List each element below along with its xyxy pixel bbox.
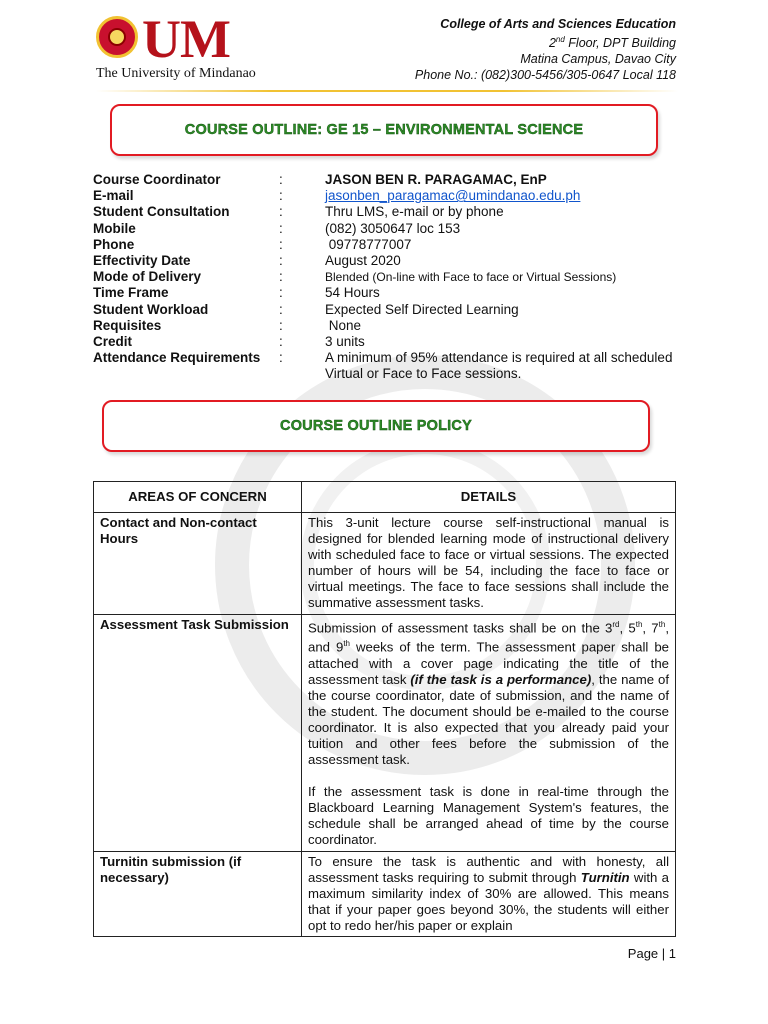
- info-row-consultation: Student Consultation : Thru LMS, e-mail or by phone: [93, 204, 504, 220]
- detail-paragraph: Submission of assessment tasks shall be on the 3rd, 5th, 7th, and 9th weeks of the term. The assessment paper shall be attached with a cover page indicating the title of the assessment task (if the task is a performance), the name of the course coordinator, date of submission, and the name of the student. The document should be e-mailed to the course coordinator. It is also expected that you already paid your tuition and other fees before the submission of the assessment task.: [308, 619, 669, 768]
- info-row-requisites: Requisites : None: [93, 317, 362, 333]
- column-header-areas: AREAS OF CONCERN: [94, 482, 302, 513]
- course-title: COURSE OUTLINE: GE 15 – ENVIRONMENTAL SCIENCE: [184, 122, 584, 138]
- column-header-details: DETAILS: [302, 482, 676, 513]
- table-header-row: [94, 482, 676, 513]
- info-row-mobile: Mobile : (082) 3050647 loc 153: [93, 220, 461, 236]
- emphasis-text: Turnitin: [580, 869, 630, 885]
- header-divider: [96, 90, 678, 92]
- info-row-timeframe: Time Frame : 54 Hours: [93, 285, 380, 301]
- course-title-box: [110, 104, 658, 156]
- university-logo: [96, 9, 306, 86]
- coordinator-name: JASON BEN R. PARAGAMAC, EnP: [325, 172, 547, 187]
- info-row-credit: Credit : 3 units: [93, 334, 365, 350]
- campus-line: Matina Campus, Davao City: [520, 52, 676, 67]
- emphasis-text: (if the task is a performance): [410, 671, 592, 687]
- table-row: [94, 614, 676, 851]
- info-row-delivery: Mode of Delivery : Blended (On-line with Face to face or Virtual Sessions): [93, 269, 617, 285]
- email-link[interactable]: jasonben_paragamac@umindanao.edu.ph: [325, 188, 581, 204]
- area-cell: Contact and Non-contact Hours: [94, 513, 302, 615]
- area-cell: Turnitin submission (if necessary): [94, 851, 302, 936]
- info-row-workload: Student Workload : Expected Self Directed Learning: [93, 301, 519, 317]
- college-name: College of Arts and Sciences Education: [440, 17, 676, 31]
- college-address: [415, 16, 676, 83]
- university-name: The University of Mindanao: [96, 66, 256, 81]
- logo-text: UM: [142, 9, 230, 69]
- policy-title: COURSE OUTLINE POLICY: [280, 418, 472, 434]
- detail-cell: To ensure the task is authentic and with honesty, all assessment tasks requiring to submit through Turnitin with a maximum similarity index of 30% are allowed. This means that if your paper goes beyond 30%, the students will either opt to redo her/his paper or explain: [302, 851, 676, 936]
- detail-paragraph: If the assessment task is done in real-time through the Blackboard Learning Management System's features, the schedule shall be arranged ahead of time by the course coordinator.: [308, 784, 669, 848]
- info-row-effectivity: Effectivity Date : August 2020: [93, 253, 401, 269]
- detail-cell: This 3-unit lecture course self-instructional manual is designed for blended learning mode of instructional delivery with scheduled face to face or virtual sessions. The expected number of hours will be 54, including the face to face or virtual meetings. The face to face sessions shall include the summative assessment tasks.: [302, 513, 676, 615]
- info-row-attendance: Attendance Requirements : A minimum of 95% attendance is required at all scheduled Virtual or Face to Face sessions.: [93, 350, 673, 382]
- info-row-email: E-mail : jasonben_paragamac@umindanao.edu.ph: [93, 188, 683, 204]
- info-row-coordinator: Course Coordinator : JASON BEN R. PARAGAMAC, EnP: [93, 172, 683, 188]
- policy-table: [93, 481, 676, 937]
- table-row: [94, 851, 676, 936]
- page-number: Page | 1: [627, 946, 676, 961]
- phone-line: Phone No.: (082)300-5456/305-0647 Local 118: [414, 68, 676, 83]
- table-row: [94, 513, 676, 615]
- detail-cell: [302, 614, 676, 851]
- policy-title-box: [102, 400, 650, 452]
- info-row-phone: Phone : 09778777007: [93, 236, 412, 252]
- building-line: 2nd Floor, DPT Building: [548, 35, 676, 51]
- seal-icon: [96, 16, 138, 58]
- area-cell: Assessment Task Submission: [94, 614, 302, 851]
- course-info: [93, 172, 683, 383]
